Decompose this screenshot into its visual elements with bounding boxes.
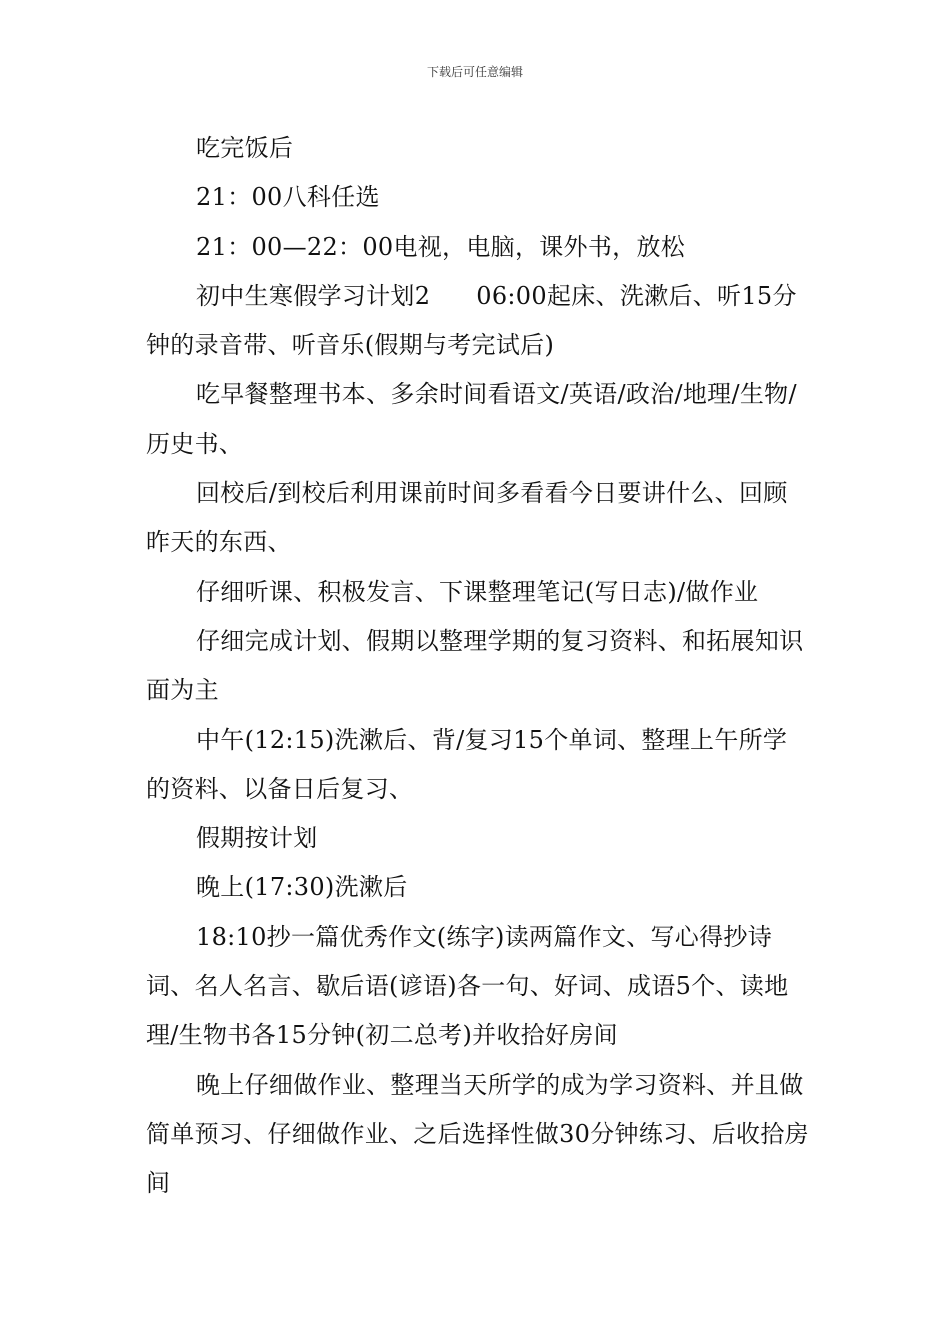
paragraph-11: 晚上(17:30)洗漱后 [196,873,408,902]
paragraph-9: 中午(12:15)洗漱后、背/复习15个单词、整理上午所学的资料、以备日后复习、 [146,725,788,803]
paragraph-4-text: 06:00起床、洗漱后、听15分钟的录音带、听音乐(假期与考完试后) [146,281,797,360]
paragraph-2: 21：00八科任选 [196,183,380,212]
paragraph-6: 回校后/到校后利用课前时间多看看今日要讲什么、回顾昨天的东西、 [146,479,788,557]
section-title: 初中生寒假学习计划2 [196,281,431,310]
paragraph-4 [146,272,810,371]
document-body [146,124,810,1209]
paragraph-7: 仔细听课、积极发言、下课整理笔记(写日志)/做作业 [196,577,759,606]
paragraph-12: 18:10抄一篇优秀作文(练字)读两篇作文、写心得抄诗词、名人名言、歇后语(谚语)各一句、好词、成语5个、读地理/生物书各15分钟(初二总考)并收拾好房间 [146,922,789,1050]
paragraph-13: 晚上仔细做作业、整理当天所学的成为学习资料、并且做简单预习、仔细做作业、之后选择性做30分钟练习、后收拾房间 [146,1070,809,1198]
paragraph-1: 吃完饭后 [196,134,294,162]
paragraph-3: 21：00—22：00电视，电脑，课外书，放松 [196,232,686,261]
page-header: 下载后可任意编辑 [426,65,523,79]
paragraph-8: 仔细完成计划、假期以整理学期的复习资料、和拓展知识面为主 [146,626,804,705]
paragraph-5: 吃早餐整理书本、多余时间看语文/英语/政治/地理/生物/历史书、 [146,380,797,458]
paragraph-10: 假期按计划 [196,824,318,853]
